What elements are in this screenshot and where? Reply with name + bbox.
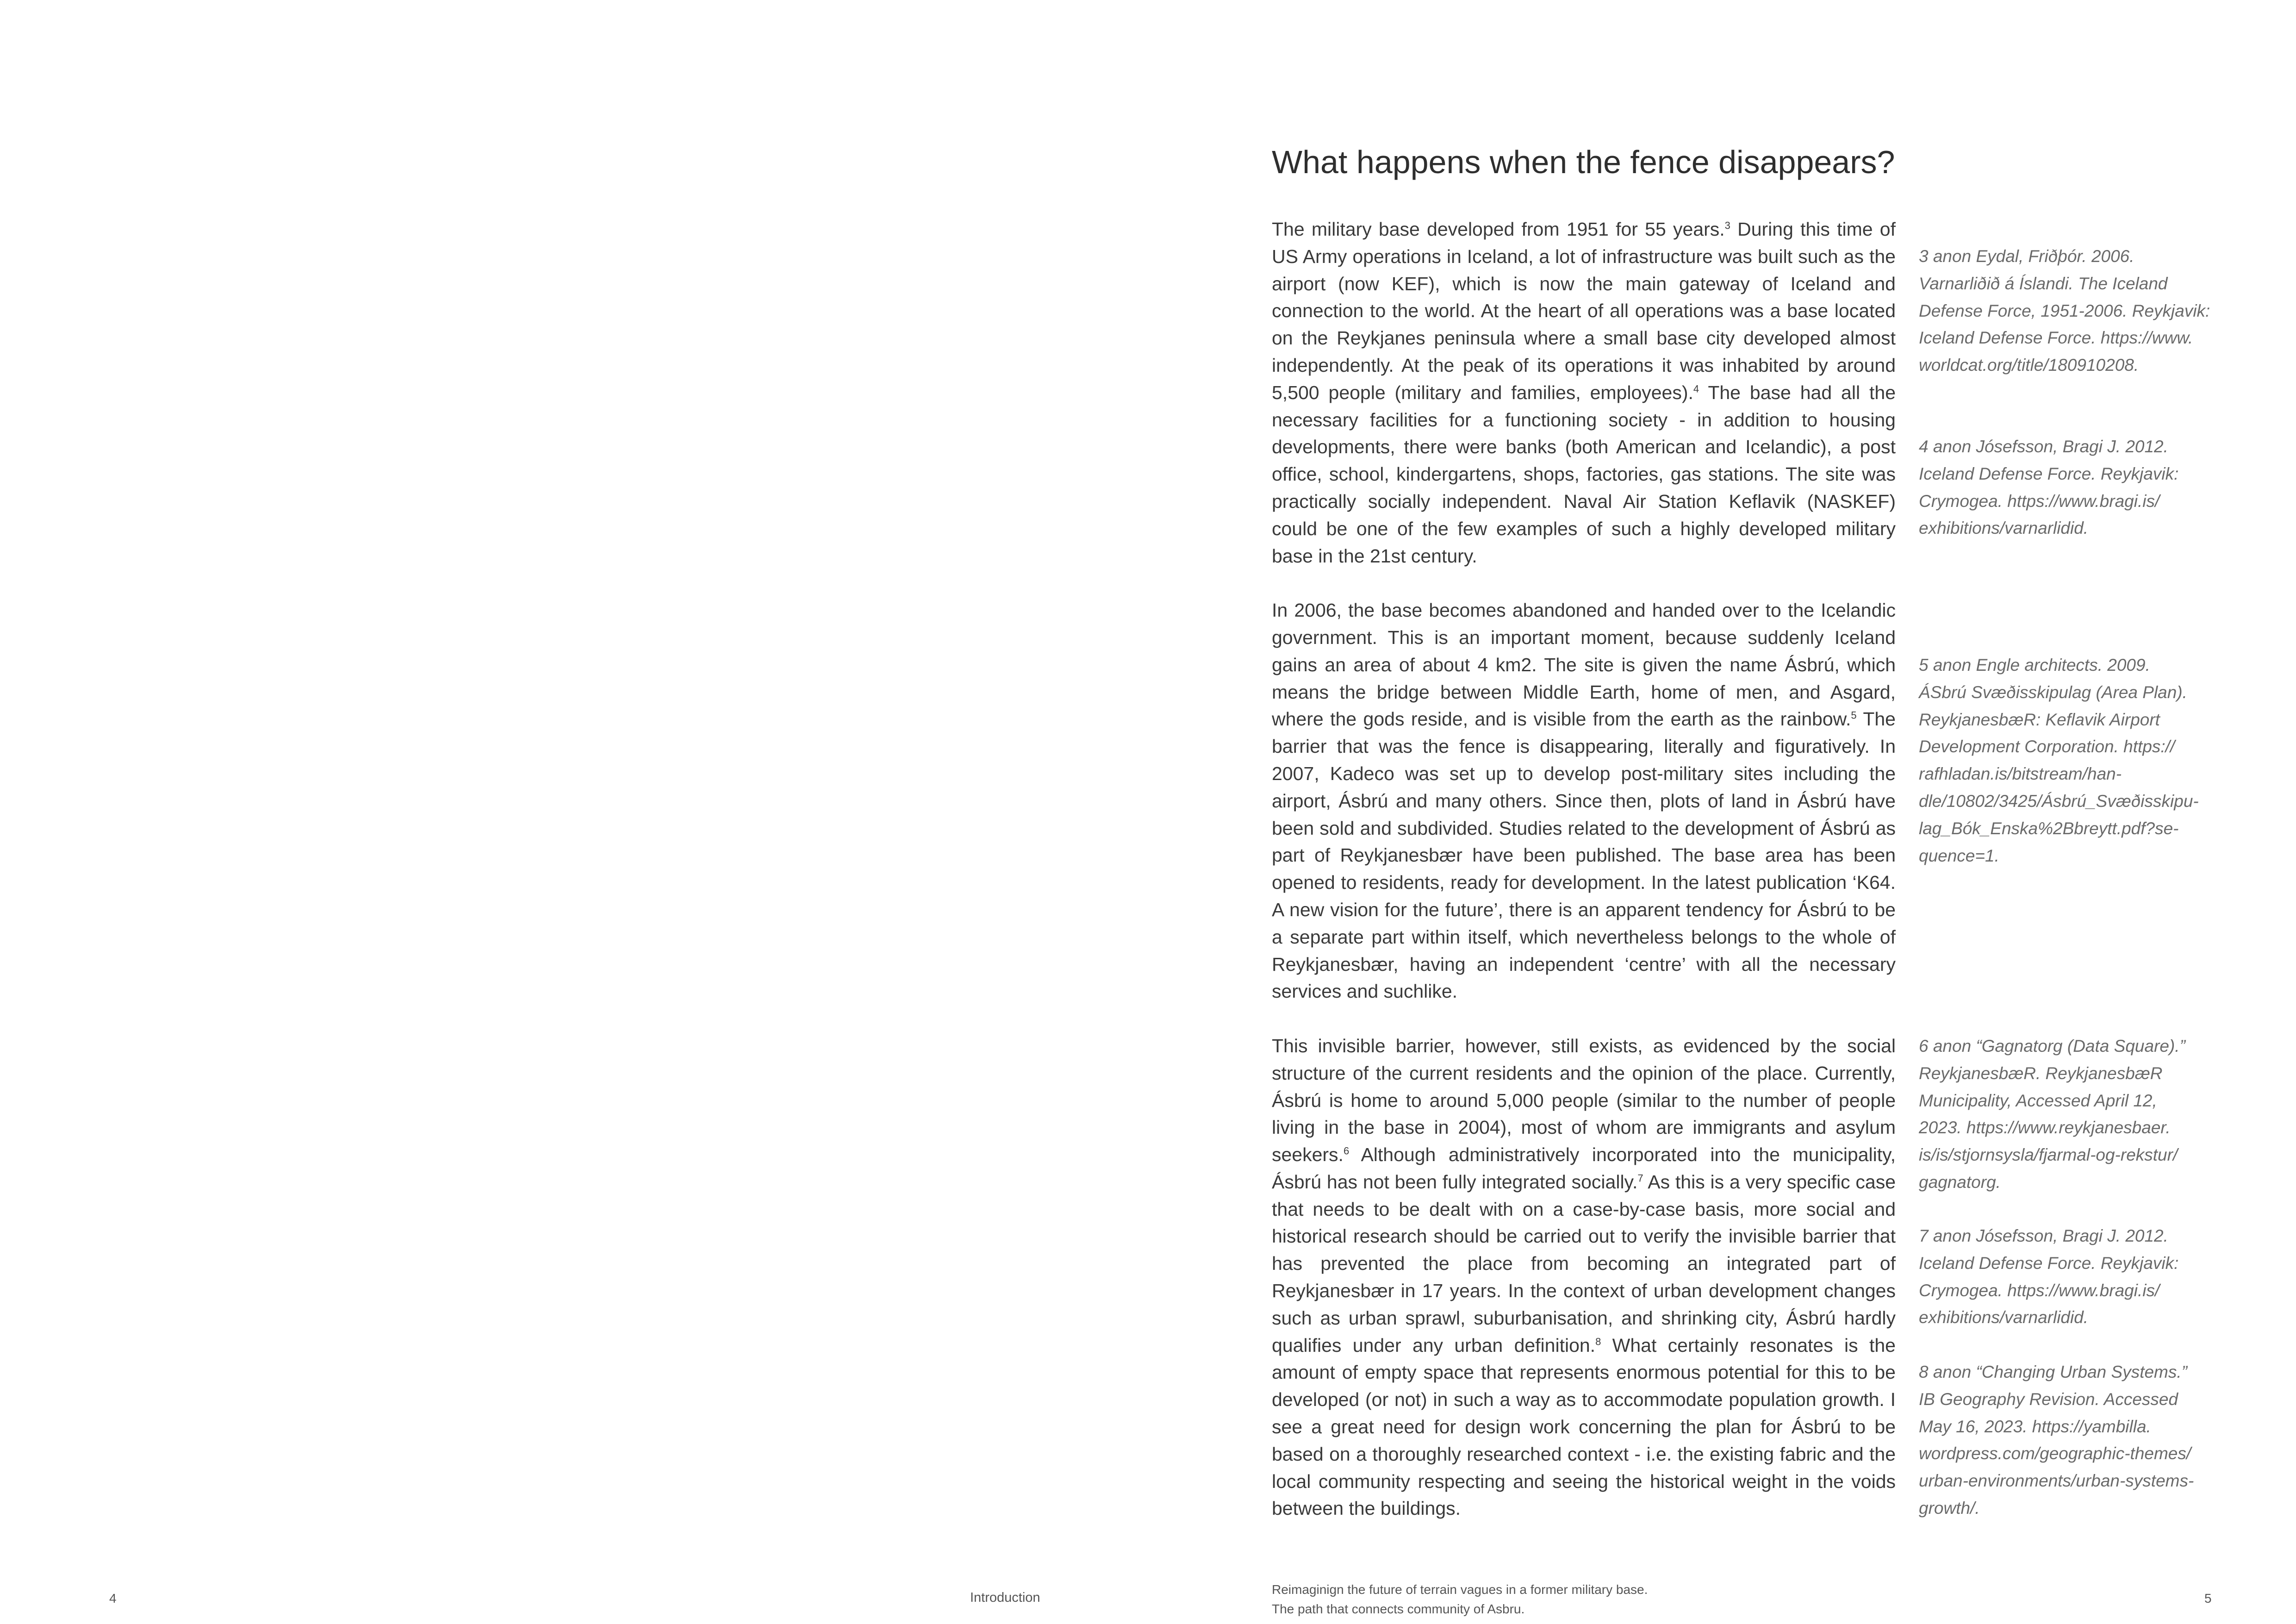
paragraph-2-text-a: In 2006, the base becomes abandoned and handed over to the Icelandic government. This is an important moment, because suddenly Iceland gains an area of about 4 km2. The site is given the name Ásbrú, which means the bridge between Middle Earth, home of men, and Asgard, where the gods reside, and is visible from the earth as the rainbow. bbox=[1272, 600, 1896, 730]
footnote-4: 4 anon Jósefsson, Bragi J. 2012. Iceland Defense Force. Reykjavik: Crymogea. https://www.bragi.is/ exhibitions/varnarlidid. bbox=[1919, 437, 2179, 538]
running-subtitle-line-1: Reimaginign the future of terrain vagues in a former military base. bbox=[1272, 1582, 1648, 1597]
paragraph-3-text-b: Although administratively incorporated into the municipality, Ásbrú has not been fully integrated socially. bbox=[1272, 1144, 1896, 1193]
paragraph-3-text-d: What certainly resonates is the amount of empty space that represents enormous potential for this to be developed (or not) in such a way as to accommodate population growth. I see a great need for design work concerning the plan for Ásbrú to be based on a thoroughly researched context - i.e. the existing fabric and the local community respecting and seeing the historical weight in the voids between the buildings. bbox=[1272, 1334, 1896, 1519]
footnote-7: 7 anon Jósefsson, Bragi J. 2012. Iceland Defense Force. Reykjavik: Crymogea. https://www.bragi.is/ exhibitions/varnarlidid. bbox=[1919, 1226, 2179, 1327]
paragraph-3 bbox=[1272, 1032, 1896, 1522]
footnote-6: 6 anon “Gagnatorg (Data Square).” ReykjanesbæR. ReykjanesbæR Municipality, Accessed April 12, 2023. https://www.reykjanesbaer. is/is/stjornsysla/fjarmal-og-rekstur/ gagnatorg. bbox=[1919, 1037, 2185, 1192]
footnote-ref-5: 5 bbox=[1851, 709, 1857, 721]
footnote-ref-3: 3 bbox=[1724, 219, 1730, 231]
paragraph-1-text-a: The military base developed from 1951 for 55 years. bbox=[1272, 219, 1725, 240]
footnote-ref-6: 6 bbox=[1343, 1145, 1350, 1157]
footnote-8: 8 anon “Changing Urban Systems.” IB Geography Revision. Accessed May 16, 2023. https://yambilla. wordpress.com/geographic-themes/ urban-environments/urban-systems- growth/. bbox=[1919, 1362, 2194, 1518]
body-text bbox=[1272, 216, 1896, 1549]
paragraph-1-text-b: During this time of US Army operations in Iceland, a lot of infrastructure was built such as the airport (now KEF), which is now the main gateway of Iceland and connection to the world. At the heart of all operations was a base located on the Reykjanes peninsula where a small base city developed almost independently. At the peak of its operations it was inhabited by around 5,500 people (military and families, employees). bbox=[1272, 219, 1896, 403]
footnote-ref-4: 4 bbox=[1693, 383, 1699, 395]
footnote-3: 3 anon Eydal, Friðþór. 2006. Varnarliðið á Íslandi. The Iceland Defense Force, 1951-2006. Reykjavik: Iceland Defense Force. https://www. worldcat.org/title/180910208. bbox=[1919, 247, 2210, 375]
paragraph-2 bbox=[1272, 597, 1896, 1005]
footnote-5: 5 anon Engle architects. 2009. ÁSbrú Svæðisskipulag (Area Plan). ReykjanesbæR: Keflavik Airport Development Corporation. https:// rafhladan.is/bitstream/han- dle/10802/3425/Ásbrú_Svæðisskipu- lag_Bók_Enska%2Bbreytt.pdf?se- quence=1. bbox=[1919, 656, 2199, 865]
page-number-left: 4 bbox=[109, 1591, 117, 1605]
paragraph-2-text-b: The barrier that was the fence is disappearing, literally and figuratively. In 2007, Kadeco was set up to develop post-military sites including the airport, Ásbrú and many others. Since then, plots of land in Ásbrú have been sold and subdivided. Studies related to the development of Ásbrú as part of Reykjanesbær have been published. The base area has been opened to residents, ready for development. In the latest publication ‘K64. A new vision for the future’, there is an apparent tendency for Ásbrú to be a separate part within itself, which nevertheless belongs to the whole of Reykjanesbær, having an independent ‘centre’ with all the necessary services and suchlike. bbox=[1272, 708, 1896, 1002]
running-subtitle bbox=[1272, 1580, 1648, 1619]
footnote-ref-8: 8 bbox=[1595, 1336, 1601, 1348]
paragraph-1 bbox=[1272, 216, 1896, 569]
paragraph-3-text-c: As this is a very specific case that needs to be dealt with on a case-by-case basis, more social and historical research should be carried out to verify the invisible barrier that has prevented the place from becoming an integrated part of Reykjanesbær in 17 years. In the context of urban development changes such as urban sprawl, suburbanisation, and shrinking city, Ásbrú hardly qualifies under any urban definition. bbox=[1272, 1171, 1896, 1356]
paragraph-1-text-c: The base had all the necessary facilities for a functioning society - in addition to housing developments, there were banks (both American and Icelandic), a post office, school, kindergartens, shops, factories, gas stations. The site was practically socially independent. Naval Air Station Keflavik (NASKEF) could be one of the few examples of such a highly developed military base in the 21st century. bbox=[1272, 381, 1896, 567]
paragraph-3-text-a: This invisible barrier, however, still exists, as evidenced by the social structure of the current residents and the opinion of the place. Currently, Ásbrú is home to around 5,000 people (similar to the number of people living in the base in 2004), most of whom are immigrants and asylum seekers. bbox=[1272, 1035, 1896, 1166]
running-subtitle-line-2: The path that connects community of Asbru. bbox=[1272, 1602, 1525, 1616]
page-title: What happens when the fence disappears? bbox=[1272, 144, 1895, 180]
section-label: Introduction bbox=[970, 1590, 1040, 1605]
footnote-ref-7: 7 bbox=[1637, 1172, 1643, 1184]
page-number-right: 5 bbox=[2204, 1591, 2212, 1605]
